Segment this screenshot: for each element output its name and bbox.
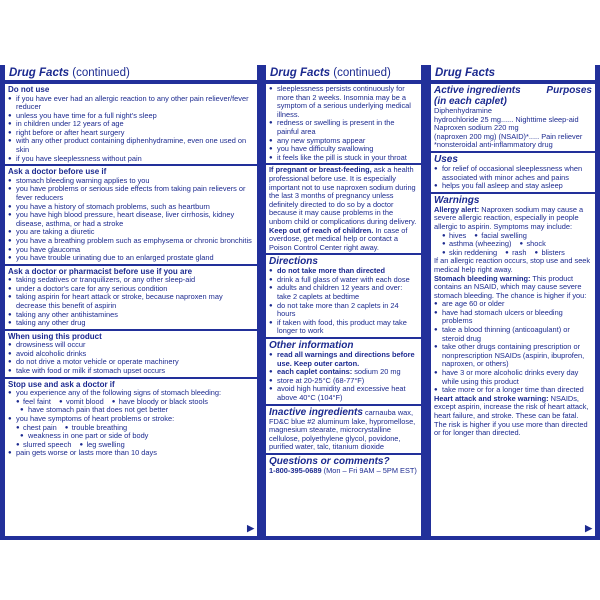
inactive-ingredients-text: carnauba wax, FD&C blue #2 aluminum lake, hypromellose, magnesium stearate, microcrystalline cellulose, polyethylene glycol, povidone, purified water, talc, titanium dioxide xyxy=(269,407,416,452)
ask-pharmacist-section xyxy=(5,264,257,329)
list-item: ● under a doctor's care for any serious condition xyxy=(8,285,254,294)
heart-warning-text: NSAIDs, except aspirin, increase the risk of heart attack, heart failure, and stroke. These can be fatal. The risk is higher if you use more than directed or for longer than directed. xyxy=(434,393,589,438)
panel-title: Drug Facts xyxy=(431,65,595,82)
per-caplet-note: (in each caplet) xyxy=(434,96,507,107)
continue-arrow-icon: ▶ xyxy=(247,523,254,533)
ask-doctor-section xyxy=(5,164,257,263)
list-item: ● each caplet contains: sodium 20 mg xyxy=(269,368,418,377)
section-heading: When using this product xyxy=(8,331,102,341)
list-item: ● taking aspirin for heart attack or stroke, because naproxen may decrease this benefit of aspirin xyxy=(8,293,254,310)
list-item: ● redness or swelling is present in the painful area xyxy=(269,119,418,136)
top-margin xyxy=(0,0,600,65)
list-item: ● do not take more than 2 caplets in 24 hours xyxy=(269,302,418,319)
keep-out-text: In case of overdose, get medical help or contact a Poison Control Center right away. xyxy=(269,225,408,252)
list-item: ● vomit blood xyxy=(59,398,104,407)
list-item: ● have stomach pain that does not get better xyxy=(20,406,254,415)
allergy-after-text: If an allergic reaction occurs, stop use and seek medical help right away. xyxy=(434,256,591,274)
section-heading: Warnings xyxy=(434,194,480,206)
warnings-section xyxy=(431,192,595,439)
list-item: ● pain gets worse or lasts more than 10 days xyxy=(8,449,254,458)
list-item: ● rash xyxy=(505,249,526,258)
active-line: hydrochloride 25 mg...... Nighttime sleep-aid xyxy=(434,114,579,124)
list-item: ● take more or for a longer time than directed xyxy=(434,386,592,395)
list-item: ● chest pain xyxy=(16,424,57,433)
list-item: ● drowsiness will occur xyxy=(8,341,254,350)
pregnancy-section xyxy=(266,163,421,253)
list-item: ● unless you have time for a full night's sleep xyxy=(8,112,254,121)
list-item: ● skin reddening xyxy=(442,249,497,258)
active-line: (naproxen 200 mg) (NSAID)*..... Pain reliever xyxy=(434,131,583,141)
list-item: ● any new symptoms appear xyxy=(269,137,418,146)
list-item: ● for relief of occasional sleeplessness when associated with minor aches and pains xyxy=(434,165,592,182)
list-item: ● if you have ever had an allergic reaction to any other pain reliever/fever reducer xyxy=(8,95,254,112)
heart-warning-heading: Heart attack and stroke warning: xyxy=(434,393,549,403)
list-item: ● you have high blood pressure, heart disease, liver cirrhosis, kidney disease, asthma, or had a stroke xyxy=(8,211,254,228)
stop-use-continued xyxy=(266,82,421,163)
list-item: ● stomach bleeding warning applies to you xyxy=(8,177,254,186)
active-ingredients-section xyxy=(431,82,595,151)
phone-hours: (Mon – Fri 9AM – 5PM EST) xyxy=(321,465,417,475)
section-heading: Inactive ingredients xyxy=(269,406,363,418)
list-item: ● weakness in one part or side of body xyxy=(20,432,254,441)
list-item: ● store at 20-25°C (68-77°F) xyxy=(269,377,418,386)
list-item: ● you have glaucoma xyxy=(8,246,254,255)
other-information-section xyxy=(266,337,421,404)
list-item: ● taking any other antihistamines xyxy=(8,311,254,320)
list-item: ● you have difficulty swallowing xyxy=(269,145,418,154)
section-heading: Other information xyxy=(269,340,354,352)
pregnancy-text: ask a health professional before use. It is especially important not to use naproxen sodium during the last 3 months of pregnancy unless definitely directed to do so by a doctor because it may cause problems in the unborn child or complications during delivery. xyxy=(269,165,417,226)
directions-section xyxy=(266,253,421,337)
continue-arrow-icon: ▶ xyxy=(585,523,592,533)
list-item: ● you have problems or serious side effects from taking pain relievers or fever reducers xyxy=(8,185,254,202)
list-item: ● you have symptoms of heart problems or stroke: xyxy=(8,415,254,424)
stop-use-section xyxy=(5,377,257,459)
list-item: ● feel faint xyxy=(16,398,51,407)
list-item: ● right before or after heart surgery xyxy=(8,129,254,138)
list-item: ● slurred speech xyxy=(16,441,71,450)
section-heading: Ask a doctor or pharmacist before use if you are xyxy=(8,266,193,276)
section-heading: Directions xyxy=(269,256,318,268)
list-item: ● it feels like the pill is stuck in your throat xyxy=(269,154,418,163)
list-item: ● taking sedatives or tranquilizers, or any other sleep-aid xyxy=(8,276,254,285)
list-item: ● have bloody or black stools xyxy=(112,398,208,407)
pregnancy-heading: If pregnant or breast-feeding, xyxy=(269,165,372,175)
uses-section xyxy=(431,151,595,192)
list-item: ● you have trouble urinating due to an enlarged prostate gland xyxy=(8,254,254,263)
keep-out-heading: Keep out of reach of children. xyxy=(269,225,374,235)
section-heading: Purposes xyxy=(546,85,592,96)
list-item: ● in children under 12 years of age xyxy=(8,120,254,129)
list-item: ● you have a breathing problem such as emphysema or chronic bronchitis xyxy=(8,237,254,246)
list-item: ● helps you fall asleep and stay asleep xyxy=(434,182,592,191)
section-heading: Questions or comments? xyxy=(269,455,390,467)
list-item: ● read all warnings and directions before use. Keep outer carton. xyxy=(269,351,418,368)
list-item: ● taking any other drug xyxy=(8,319,254,328)
drug-facts-panel-2 xyxy=(266,65,421,536)
list-item: ● avoid high humidity and excessive heat above 40°C (104°F) xyxy=(269,385,418,402)
list-item: ● drink a full glass of water with each dose xyxy=(269,276,418,285)
list-item: ● are age 60 or older xyxy=(434,300,592,309)
panel-title: Drug Facts (continued) xyxy=(266,65,421,82)
list-item: ● take a blood thinning (anticoagulant) or steroid drug xyxy=(434,326,592,343)
section-heading: Active ingredients xyxy=(434,85,521,96)
list-item: ● adults and children 12 years and over: take 2 caplets at bedtime xyxy=(269,284,418,301)
list-item: ● if taken with food, this product may take longer to work xyxy=(269,319,418,336)
list-item: ● have 3 or more alcoholic drinks every day while using this product xyxy=(434,369,592,386)
list-item: ● do not take more than directed xyxy=(269,267,418,276)
bottom-margin xyxy=(0,540,600,600)
list-item: ● blisters xyxy=(534,249,564,258)
drug-facts-panel-1 xyxy=(5,65,257,536)
stomach-warning-heading: Stomach bleeding warning: xyxy=(434,273,531,283)
list-item: ● trouble breathing xyxy=(65,424,127,433)
active-line: *nonsteroidal anti-inflammatory drug xyxy=(434,140,553,150)
drug-facts-panel-3 xyxy=(431,65,595,536)
do-not-use-section xyxy=(5,82,257,164)
active-line: Naproxen sodium 220 mg xyxy=(434,123,519,133)
list-item: ● do not drive a motor vehicle or operate machinery xyxy=(8,358,254,367)
inactive-ingredients-section xyxy=(266,404,421,453)
list-item: ● facial swelling xyxy=(474,232,527,241)
list-item: ● you are taking a diuretic xyxy=(8,228,254,237)
panel-title: Drug Facts (continued) xyxy=(5,65,257,82)
list-item: ● with any other product containing diphenhydramine, even one used on skin xyxy=(8,137,254,154)
section-heading: Stop use and ask a doctor if xyxy=(8,379,115,389)
list-item: ● take with food or milk if stomach upset occurs xyxy=(8,367,254,376)
list-item: ● asthma (wheezing) xyxy=(442,240,511,249)
list-item: ● if you have sleeplessness without pain xyxy=(8,155,254,164)
section-heading: Uses xyxy=(434,153,458,165)
list-item: ● avoid alcoholic drinks xyxy=(8,350,254,359)
when-using-section xyxy=(5,329,257,377)
questions-section xyxy=(266,453,421,477)
list-item: ● leg swelling xyxy=(79,441,124,450)
list-item: ● you have a history of stomach problems, such as heartburn xyxy=(8,203,254,212)
list-item: ● you experience any of the following signs of stomach bleeding: xyxy=(8,389,254,398)
allergy-text: Naproxen sodium may cause a severe allergic reaction, especially in people allergic to aspirin. Symptoms may include: xyxy=(434,204,584,231)
list-item: ● take other drugs containing prescription or nonprescription NSAIDs (aspirin, ibuprofen, naproxen, or others) xyxy=(434,343,592,369)
phone-number: 1-800-395-0689 xyxy=(269,465,322,475)
list-item: ● shock xyxy=(519,240,545,249)
stomach-warning-text: This product contains an NSAID, which may cause severe stomach bleeding. The chance is higher if you: xyxy=(434,273,587,300)
list-item: ● have had stomach ulcers or bleeding problems xyxy=(434,309,592,326)
section-heading: Do not use xyxy=(8,85,50,94)
allergy-heading: Allergy alert: xyxy=(434,204,480,214)
list-item: ● sleeplessness persists continuously for more than 2 weeks. Insomnia may be a symptom of a serious underlying medical illness. xyxy=(269,85,418,119)
active-line: Diphenhydramine xyxy=(434,106,492,115)
section-heading: Ask a doctor before use if xyxy=(8,167,107,177)
list-item: ● hives xyxy=(442,232,466,241)
